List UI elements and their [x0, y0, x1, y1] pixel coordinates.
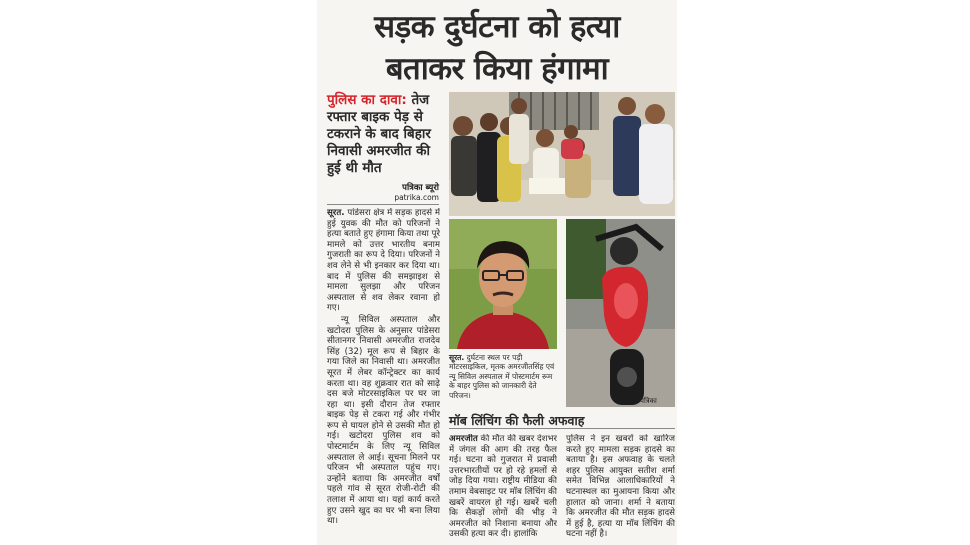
caption-text: दुर्घटना स्थल पर पड़ी मोटरसाइकिल, मृतक अमरजीतसिंह एवं न्यू सिविल अस्पताल में पोस्टमार्टम रूम के बाहर पुलिस को जानकारी देते परिजन।	[449, 353, 555, 400]
mob-paragraph-1: की मौत की खबर देशभर में जंगल की आग की तरह फैल गई। घटना को गुजरात में प्रवासी उत्तरभारतीयों पर हो रहे हमलों से जोड़ दिया गया। राष्ट्रीय मीडिया की तमाम वेबसाइट पर मॉब लिंचिंग की खबरें वायरल हो गई। खबरें चली कि सैकड़ों लोगों की भीड़ ने अमरजीत को निशाना बनाया और उसकी हत्या कर दी। हालांकि	[449, 434, 557, 540]
byline-site: patrika.com	[394, 193, 439, 202]
motorcycle-illustration	[566, 219, 675, 407]
headline	[317, 6, 677, 90]
mob-paragraph-2: पुलिस ने इन खबरों को खारिज करते हुए मामला सड़क हादसे का बताया है। इस अफवाह के चलते शहर पुलिस आयुक्त सतीश शर्मा समेत विभिन्न आलाधिकारियों ने घटनास्थल का मुआयना किया और हालात को जाना। शर्मा ने बताया कि अमरजीत की मौत सड़क हादसे में हुई है, हत्या या मॉब लिंचिंग की घटना नहीं है।	[566, 434, 675, 540]
body-paragraph-2: न्यू सिविल अस्पताल और खटोदरा पुलिस के अनुसार पांडेसरा सीतानगर निवासी अमरजीत राजदेव सिंह (32) मूल रूप से बिहार के गया जिले का निवासी था। अमरजीत सूरत में लेबर कॉन्ट्रेक्टर का कार्य करता था। वह शुक्रवार रात को साढ़े दस बजे मोटरसाइकिल पर घर जा रहा था। इसी दौरान तेज रफ्तार बाइक पेड़ से टकरा गई और गंभीर रूप से घायल होने से उसकी मौत हो गई। खटोदरा पुलिस शव को पोस्टमार्टम के लिए न्यू सिविल अस्पताल ले आई। सूचना मिलने पर परिजन भी अस्पताल पहुंच गए। उन्होंने बताया कि अमरजीत वर्षों पहले गांव से सूरत रोजी-रोटी की तलाश में आया था। यहां कार्य करते हुए उसने खुद का घर भी बना लिया था।	[327, 314, 440, 527]
portrait-illustration	[449, 219, 557, 349]
mob-lead: अमरजीत	[449, 434, 478, 444]
crowd-illustration	[449, 92, 675, 216]
mob-column-2	[566, 434, 675, 544]
mob-column-1	[449, 434, 557, 544]
byline-name: पत्रिका ब्यूरो	[402, 183, 439, 193]
kicker-label: पुलिस का दावा:	[327, 92, 407, 108]
photo-portrait-amarjeet	[449, 219, 557, 349]
divider	[327, 204, 439, 205]
body-paragraph-1: पांडेसरा क्षेत्र में सड़क हादसे में हुई युवक की मौत को परिजनों ने हत्या बताते हुए हंगामा किया तथा पूरे मामले को उत्तर भारतीय बनाम गुजराती का रूप दे दिया। परिजनों ने शव लेने से भी इनकार कर दिया था। बाद में पुलिस की समझाइश से मामला सुलझा और परिजन अस्पताल से शव लेकर रवाना हो गए।	[327, 208, 440, 314]
kicker	[327, 92, 439, 177]
headline-line-2: बताकर किया हंगामा	[385, 51, 609, 87]
photo-credit: पत्रिका	[640, 397, 657, 405]
headline-line-1: सड़क दुर्घटना को हत्या	[374, 9, 620, 45]
article-body	[327, 208, 440, 544]
photo-hospital-crowd	[449, 92, 675, 216]
caption-dateline: सूरत.	[449, 353, 465, 362]
byline	[327, 184, 439, 202]
subhead: मॉब लिंचिंग की फैली अफवाह	[449, 413, 585, 428]
photo-caption	[449, 353, 557, 400]
subhead-divider	[449, 428, 675, 429]
dateline: सूरत.	[327, 208, 345, 218]
kicker-text: तेज रफ्तार बाइक पेड़ से टकराने के बाद बिहार निवासी अमरजीत की हुई थी मौत	[327, 92, 431, 176]
photo-motorcycle	[566, 219, 675, 407]
